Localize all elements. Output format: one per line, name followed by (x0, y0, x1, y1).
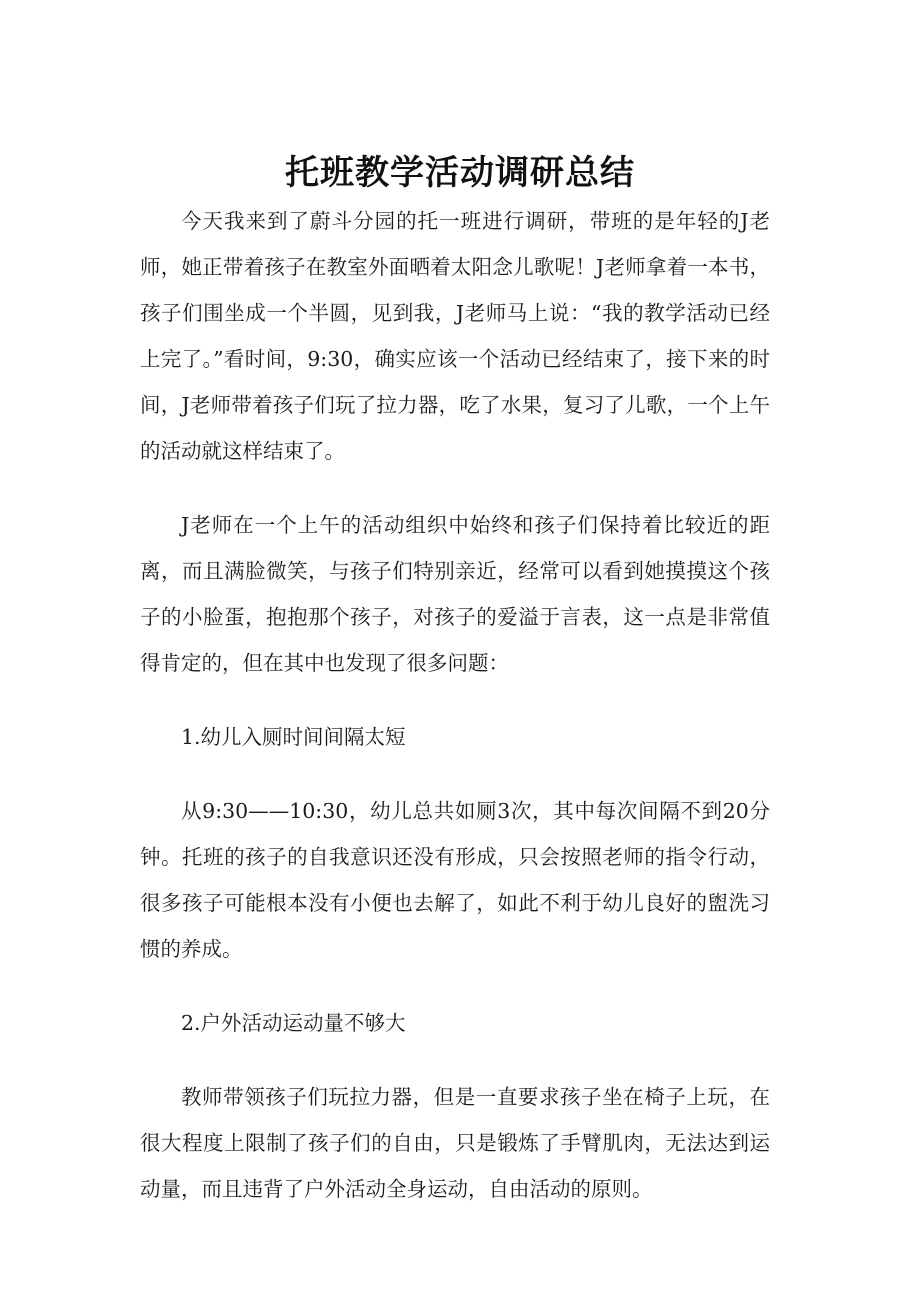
paragraph-toilet-interval: 从9:30——10:30，幼儿总共如厕3次，其中每次间隔不到20分钟。托班的孩子的自我意识还没有形成，只会按照老师的指令行动，很多孩子可能根本没有小便也去解了，如此不利于幼儿良好的盥洗习惯的养成。 (140, 799, 770, 961)
section-heading-2: 2.户外活动运动量不够大 (181, 1011, 406, 1035)
document-body (140, 198, 770, 1240)
section-heading-1: 1.幼儿入厕时间间隔太短 (181, 725, 406, 749)
document-title: 托班教学活动调研总结 (285, 153, 635, 193)
paragraph-outdoor-activity: 教师带领孩子们玩拉力器，但是一直要求孩子坐在椅子上玩，在很大程度上限制了孩子们的自由，只是锻炼了手臂肌肉，无法达到运动量，而且违背了户外活动全身运动，自由活动的原则。 (140, 1085, 770, 1201)
paragraph-observation: J老师在一个上午的活动组织中始终和孩子们保持着比较近的距离，而且满脸微笑，与孩子们特别亲近，经常可以看到她摸摸这个孩子的小脸蛋，抱抱那个孩子，对孩子的爱溢于言表，这一点是非常值得肯定的，但在其中也发现了很多问题： (140, 513, 770, 675)
paragraph-intro: 今天我来到了蔚斗分园的托一班进行调研，带班的是年轻的J老师，她正带着孩子在教室外面晒着太阳念儿歌呢！J老师拿着一本书，孩子们围坐成一个半圆，见到我，J老师马上说：“我的教学活动已经上完了。”看时间，9:30，确实应该一个活动已经结束了，接下来的时间，J老师带着孩子们玩了拉力器，吃了水果，复习了儿歌，一个上午的活动就这样结束了。 (140, 209, 770, 463)
